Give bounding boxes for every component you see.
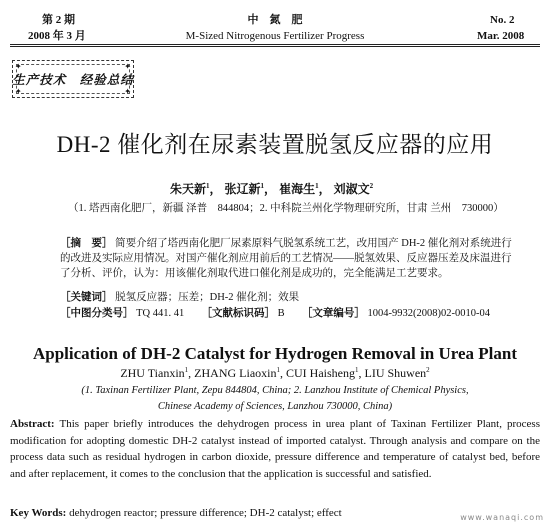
- author-name: CUI Haisheng: [286, 366, 355, 380]
- author-separator: ，: [209, 182, 222, 196]
- keywords-text-cn: 脱氢反应器；压差；DH-2 催化剂；效果: [115, 292, 300, 303]
- section-label: 生产技术 经验总结: [12, 72, 134, 87]
- abstract-en: [10, 416, 540, 482]
- article-title-cn: DH-2 催化剂在尿素装置脱氢反应器的应用: [56, 132, 494, 157]
- author-separator: ，: [318, 182, 331, 196]
- corner-star-icon: ✦: [124, 87, 131, 96]
- author-list-en: [0, 366, 550, 381]
- issue-number-cn: 第 2 期: [42, 14, 75, 26]
- keywords-label-cn: ［关键词］: [60, 292, 113, 303]
- author-name: 刘淑文: [333, 182, 370, 196]
- author-affiliation-mark: 1: [276, 366, 280, 374]
- classification-line: [60, 306, 520, 321]
- journal-title-en: M-Sized Nitrogenous Fertilizer Progress: [185, 30, 365, 42]
- issue-date-en: Mar. 2008: [477, 30, 525, 42]
- affiliations-en-line2: Chinese Academy of Sciences, Lanzhou 730000, China): [157, 401, 393, 412]
- author-name: 朱天新: [170, 182, 207, 196]
- keywords-en: [10, 507, 342, 519]
- keywords-text-en: dehydrogen reactor; pressure difference; DH-2 catalyst; effect: [69, 507, 342, 519]
- header-rule-bottom: [10, 46, 540, 47]
- author-separator: ,: [280, 366, 286, 380]
- author-affiliation-mark: 1: [206, 182, 210, 190]
- author-affiliation-mark: 2: [426, 366, 430, 374]
- issue-date-cn: 2008 年 3 月: [28, 30, 86, 42]
- section-tag: [12, 60, 134, 98]
- author-separator: ，: [264, 182, 277, 196]
- issue-number-en: No. 2: [490, 14, 515, 26]
- abstract-label-cn: ［摘 要］: [60, 238, 113, 249]
- author-separator: ,: [358, 366, 365, 380]
- article-no-value: 1004-9932(2008)02-0010-04: [367, 308, 490, 319]
- author-affiliation-mark: 1: [184, 366, 189, 374]
- author-name: ZHANG Liaoxin: [194, 366, 277, 380]
- author-affiliation-mark: 1: [260, 182, 265, 190]
- author-list-cn: [170, 180, 373, 197]
- clc-label: ［中图分类号］: [60, 308, 134, 319]
- abstract-cn: [60, 236, 520, 281]
- author-name: LIU Shuwen: [364, 366, 427, 380]
- watermark-text: www.wanaqi.com: [460, 513, 544, 522]
- abstract-text-cn: 简要介绍了塔西南化肥厂尿素原料气脱氢系统工艺，改用国产 DH-2 催化剂对系统进行的改进及实际应用情况。对国产催化剂应用前后的工艺情况——脱氢效果、反应器压差及床温进行了分析、评价，认为：用该催化剂取代进口催化剂是成功的，完全能满足工艺要求。: [60, 238, 512, 279]
- clc-value: TQ 441. 41: [136, 308, 185, 319]
- affiliations-en-line1: (1. Taxinan Fertilizer Plant, Zepu 844804, China; 2. Lanzhou Institute of Chemical Physics,: [81, 385, 469, 396]
- author-name: ZHU Tianxin: [120, 366, 185, 380]
- affiliations-cn: （1. 塔西南化肥厂，新疆 泽普 844804；2. 中科院兰州化学物理研究所，甘肃 兰州 730000）: [68, 203, 504, 214]
- author-name: 崔海生: [279, 182, 316, 196]
- author-name: 张辽新: [224, 182, 261, 196]
- keywords-cn: [60, 290, 520, 305]
- author-affiliation-mark: 1: [355, 366, 359, 374]
- journal-title-cn: 中 氮 肥: [247, 14, 303, 26]
- corner-star-icon: ✦: [124, 62, 131, 71]
- abstract-label-en: Abstract:: [10, 418, 55, 430]
- abstract-text-en: This paper briefly introduces the dehydrogen process in urea plant of Taxinan Fertilizer Plant, process modification for adopting domestic DH-2 catalyst instead of imported catalyst. Through analysis and compare on the process data such as residual hydrogen in carbon dioxide, pressure difference and temperature of catalyst bed, before and after replacement, it comes to the conclusion that the application is successful and satisfied.: [10, 418, 540, 480]
- header-rule-top: [10, 44, 540, 45]
- corner-star-icon: ✦: [15, 62, 22, 71]
- doc-code-label: ［文献标识码］: [201, 308, 275, 319]
- author-separator: ,: [188, 366, 195, 380]
- keywords-label-en: Key Words:: [10, 507, 67, 519]
- author-affiliation-mark: 2: [369, 182, 374, 190]
- corner-star-icon: ✦: [15, 87, 22, 96]
- doc-code-value: B: [277, 308, 285, 319]
- article-title-en: Application of DH-2 Catalyst for Hydrogen Removal in Urea Plant: [32, 344, 517, 363]
- article-no-label: ［文章编号］: [301, 308, 365, 319]
- author-affiliation-mark: 1: [315, 182, 319, 190]
